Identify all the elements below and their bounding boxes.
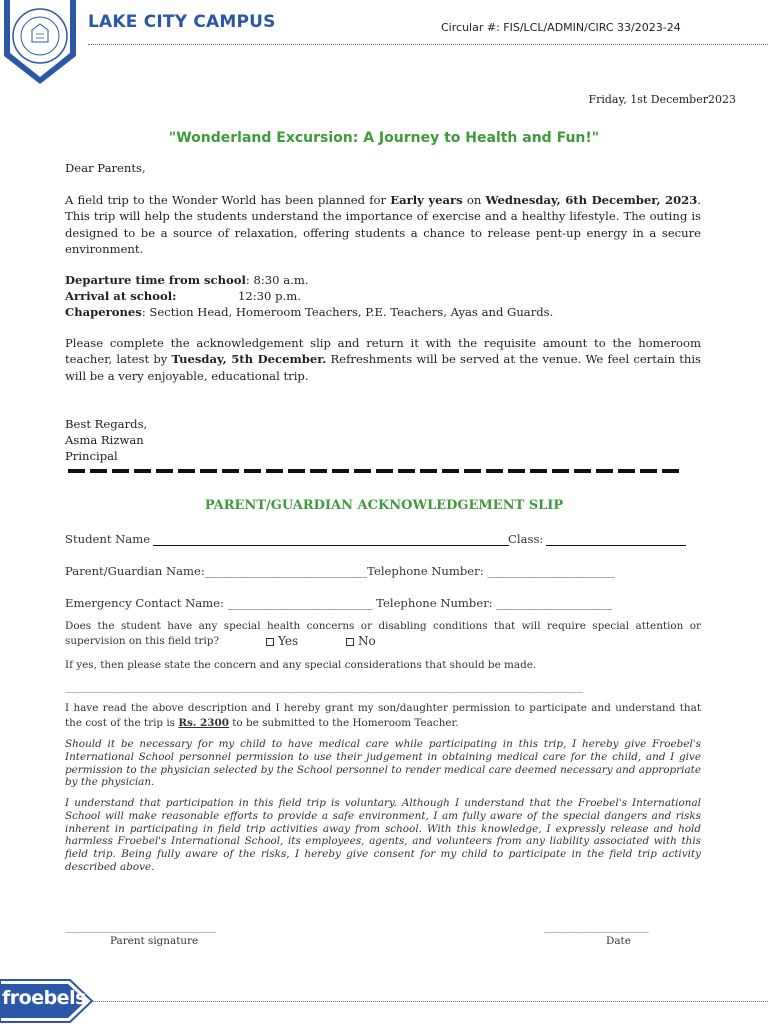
emergency-contact-line[interactable]: Emergency Contact Name: _________________________ Telephone Number: ____________________ [65,596,613,610]
instructions-text-2: Refreshments will be served at the venue. We feel certain this will be a very enjoyable, educational trip. [65,352,702,383]
no-label: No [358,634,376,648]
date-signature-line[interactable]: _____________________ [544,922,650,933]
yes-option[interactable] [266,634,298,648]
medical-consent: Should it be necessary for my child to have medical care while participating in this trip, I hereby give Froebel's International School personnel permission to use their judgement in obtaining medical care for the child, and I give permission to the physician selected by the School personnel to render medical care deemed necessary and appropriate by the physician. [65,738,701,789]
regards: Best Regards, [65,417,148,431]
instructions-paragraph [65,335,701,384]
intro-text-1: A field trip to the Wonder World has been planned for [65,193,391,207]
health-question-text: Does the student have any special health concerns or disabling conditions that will require special attention or supervision on this field trip? [65,620,701,647]
arrival-value: 12:30 p.m. [238,289,301,303]
cut-line [68,466,684,476]
intro-text-3: . This trip will help the students understand the importance of exercise and a healthy lifestyle. The outing is designed to be a source of relaxation, offering students a chance to release pent-up energy in a secure environment. [65,193,701,256]
signatory-name: Asma Rizwan [65,433,144,447]
greeting: Dear Parents, [65,161,146,175]
letter-date: Friday, 1st December2023 [588,93,736,106]
guardian-phone-line[interactable]: Parent/Guardian Name:____________________________Telephone Number: ______________________ [65,564,615,578]
no-checkbox[interactable] [346,638,354,646]
class-field[interactable] [546,533,686,546]
yes-label: Yes [278,634,299,648]
trip-cost: Rs. 2300 [178,717,229,729]
instructions-text-1: Please complete the acknowledgement slip and return it with the requisite amount to the homeroom teacher, latest by [65,336,701,367]
departure-line [65,272,309,288]
parent-signature-line[interactable]: ______________________________ [65,922,216,933]
no-option[interactable] [346,634,376,648]
chaperones-value: : Section Head, Homeroom Teachers, P.E. Teachers, Ayas and Guards. [141,305,554,319]
slip-title: PARENT/GUARDIAN ACKNOWLEDGEMENT SLIP [204,498,564,513]
permission-text-2: to be submitted to the Homeroom Teacher. [228,717,459,729]
footer-divider [92,1001,768,1002]
campus-name: LAKE CITY CAMPUS [88,12,276,32]
circular-number: Circular #: FIS/LCL/ADMIN/CIRC 33/2023-24 [441,21,681,34]
departure-label: Departure time from school [65,273,246,287]
permission-text-1: I have read the above description and I hereby grant my son/daughter permission to participate and understand that the cost of the trip is [65,702,701,729]
header-divider [88,44,768,45]
letter-title: "Wonderland Excursion: A Journey to Health and Fun!" [168,130,600,146]
permission-paragraph [65,701,701,731]
voluntary-waiver: I understand that participation in this field trip is voluntary. Although I understand that the Froebel's International School will make reasonable efforts to provide a safe environment, I am fully aware of the special dangers and risks inherent in participating in field trip activities away from school. With this knowledge, I expressly release and hold harmless Froebel's International School, its employees, agents, and volunteers from any liability associated with this field trip. Being fully aware of the risks, I hereby give consent for my child to participate in the field trip activity described above. [65,797,701,873]
intro-paragraph [65,192,701,257]
arrival-line [65,288,176,304]
concern-field[interactable]: _______________________________________________________________________________________________________ [65,682,583,693]
departure-value: : 8:30 a.m. [245,273,309,287]
footer-brand-text: froebels [2,987,86,1009]
health-question [65,619,701,649]
student-name-label: Student Name [65,532,151,546]
instructions-deadline: Tuesday, 5th December. [171,352,327,367]
intro-date: Wednesday, 6th December, 2023 [485,193,698,207]
class-label: Class: [508,532,544,546]
student-name-field[interactable] [153,533,509,546]
signatory-role: Principal [65,449,118,463]
chaperones-line [65,304,553,320]
intro-text-2: on [462,193,486,207]
yes-checkbox[interactable] [266,638,274,646]
intro-grade: Early years [390,193,463,207]
date-label: Date [606,935,631,947]
chaperones-label: Chaperones [65,305,142,319]
school-crest-logo [2,0,78,86]
parent-signature-label: Parent signature [110,935,199,947]
arrival-label: Arrival at school: [65,289,177,303]
if-yes-instructions: If yes, then please state the concern and any special considerations that should be made. [65,659,537,671]
